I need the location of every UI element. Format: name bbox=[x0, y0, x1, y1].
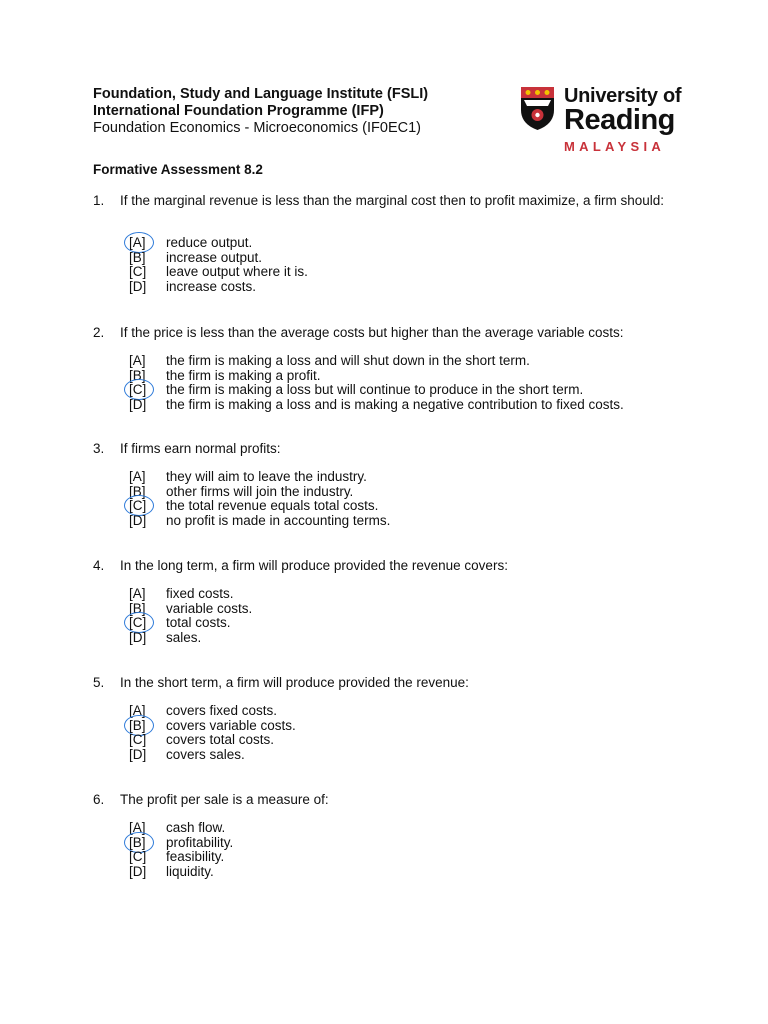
question-text: The profit per sale is a measure of: bbox=[120, 792, 329, 807]
option-text: no profit is made in accounting terms. bbox=[166, 512, 391, 528]
question-number: 1. bbox=[93, 193, 105, 208]
programme-name: International Foundation Programme (IFP) bbox=[93, 103, 384, 119]
option-text: the firm is making a loss and will shut down in the short term. bbox=[166, 353, 530, 368]
question-number: 5. bbox=[93, 675, 105, 690]
option-text: profitability. bbox=[166, 834, 234, 850]
option-letter: [D] bbox=[129, 863, 147, 879]
option-text: the firm is making a loss but will continue to produce in the short term. bbox=[166, 382, 584, 398]
option-text: reduce output. bbox=[166, 235, 253, 250]
option-letter: [C] bbox=[129, 498, 147, 514]
option-text: leave output where it is. bbox=[166, 264, 308, 280]
option-letter: [B] bbox=[129, 717, 146, 733]
option-text: feasibility. bbox=[166, 849, 225, 865]
option-text: increase output. bbox=[166, 249, 263, 265]
logo-text-malaysia: MALAYSIA bbox=[564, 139, 666, 154]
option-text: the total revenue equals total costs. bbox=[166, 498, 379, 514]
option-letter: [B] bbox=[129, 367, 146, 383]
option-letter: [D] bbox=[129, 512, 147, 528]
option-letter: [C] bbox=[129, 382, 147, 398]
option-letter: [C] bbox=[129, 264, 147, 280]
option-text: covers fixed costs. bbox=[166, 703, 278, 718]
option-letter: [A] bbox=[129, 820, 146, 835]
crest-icon bbox=[520, 86, 555, 131]
option-letter: [D] bbox=[129, 629, 147, 645]
option-text: total costs. bbox=[166, 615, 231, 631]
option-text: sales. bbox=[166, 629, 202, 645]
question-text: If the marginal revenue is less than the marginal cost then to profit maximize, a firm should: bbox=[120, 193, 665, 208]
option-letter: [B] bbox=[129, 483, 146, 499]
option-text: fixed costs. bbox=[166, 586, 234, 601]
question-text: In the short term, a firm will produce provided the revenue: bbox=[120, 675, 469, 690]
question-number: 2. bbox=[93, 325, 105, 340]
option-letter: [D] bbox=[129, 278, 147, 294]
option-text: the firm is making a loss and is making a negative contribution to fixed costs. bbox=[166, 396, 624, 412]
option-letter: [D] bbox=[129, 746, 147, 762]
option-text: covers total costs. bbox=[166, 732, 275, 748]
option-letter: [B] bbox=[129, 600, 146, 616]
option-text: variable costs. bbox=[166, 600, 253, 616]
document-header bbox=[93, 86, 513, 137]
option-text: other firms will join the industry. bbox=[166, 483, 354, 499]
option-letter: [A] bbox=[129, 469, 146, 484]
option-letter: [C] bbox=[129, 849, 147, 865]
course-name: Foundation Economics - Microeconomics (IF0EC1) bbox=[93, 120, 421, 136]
option-letter: [A] bbox=[129, 353, 146, 368]
option-letter: [D] bbox=[129, 396, 147, 412]
logo-text-university-of: University of bbox=[564, 85, 682, 107]
question-number: 6. bbox=[93, 792, 105, 807]
option-text: cash flow. bbox=[166, 820, 226, 835]
option-text: increase costs. bbox=[166, 278, 257, 294]
question-number: 3. bbox=[93, 441, 105, 456]
option-text: they will aim to leave the industry. bbox=[166, 469, 367, 484]
institute-name: Foundation, Study and Language Institute (FSLI) bbox=[93, 86, 429, 102]
university-logo bbox=[520, 84, 680, 156]
option-letter: [A] bbox=[129, 586, 146, 601]
option-letter: [B] bbox=[129, 249, 146, 265]
option-letter: [B] bbox=[129, 834, 146, 850]
option-letter: [C] bbox=[129, 732, 147, 748]
question-text: If the price is less than the average costs but higher than the average variable costs: bbox=[120, 325, 624, 340]
question-text: If firms earn normal profits: bbox=[120, 441, 281, 456]
option-letter: [A] bbox=[129, 235, 146, 250]
option-letter: [A] bbox=[129, 703, 146, 718]
logo-text-reading: Reading bbox=[564, 104, 675, 136]
option-text: covers variable costs. bbox=[166, 717, 296, 733]
option-text: covers sales. bbox=[166, 746, 245, 762]
option-letter: [C] bbox=[129, 615, 147, 631]
option-text: the firm is making a profit. bbox=[166, 367, 321, 383]
option-text: liquidity. bbox=[166, 863, 214, 879]
question-text: In the long term, a firm will produce provided the revenue covers: bbox=[120, 558, 508, 573]
assessment-title: Formative Assessment 8.2 bbox=[93, 162, 263, 177]
question-number: 4. bbox=[93, 558, 105, 573]
